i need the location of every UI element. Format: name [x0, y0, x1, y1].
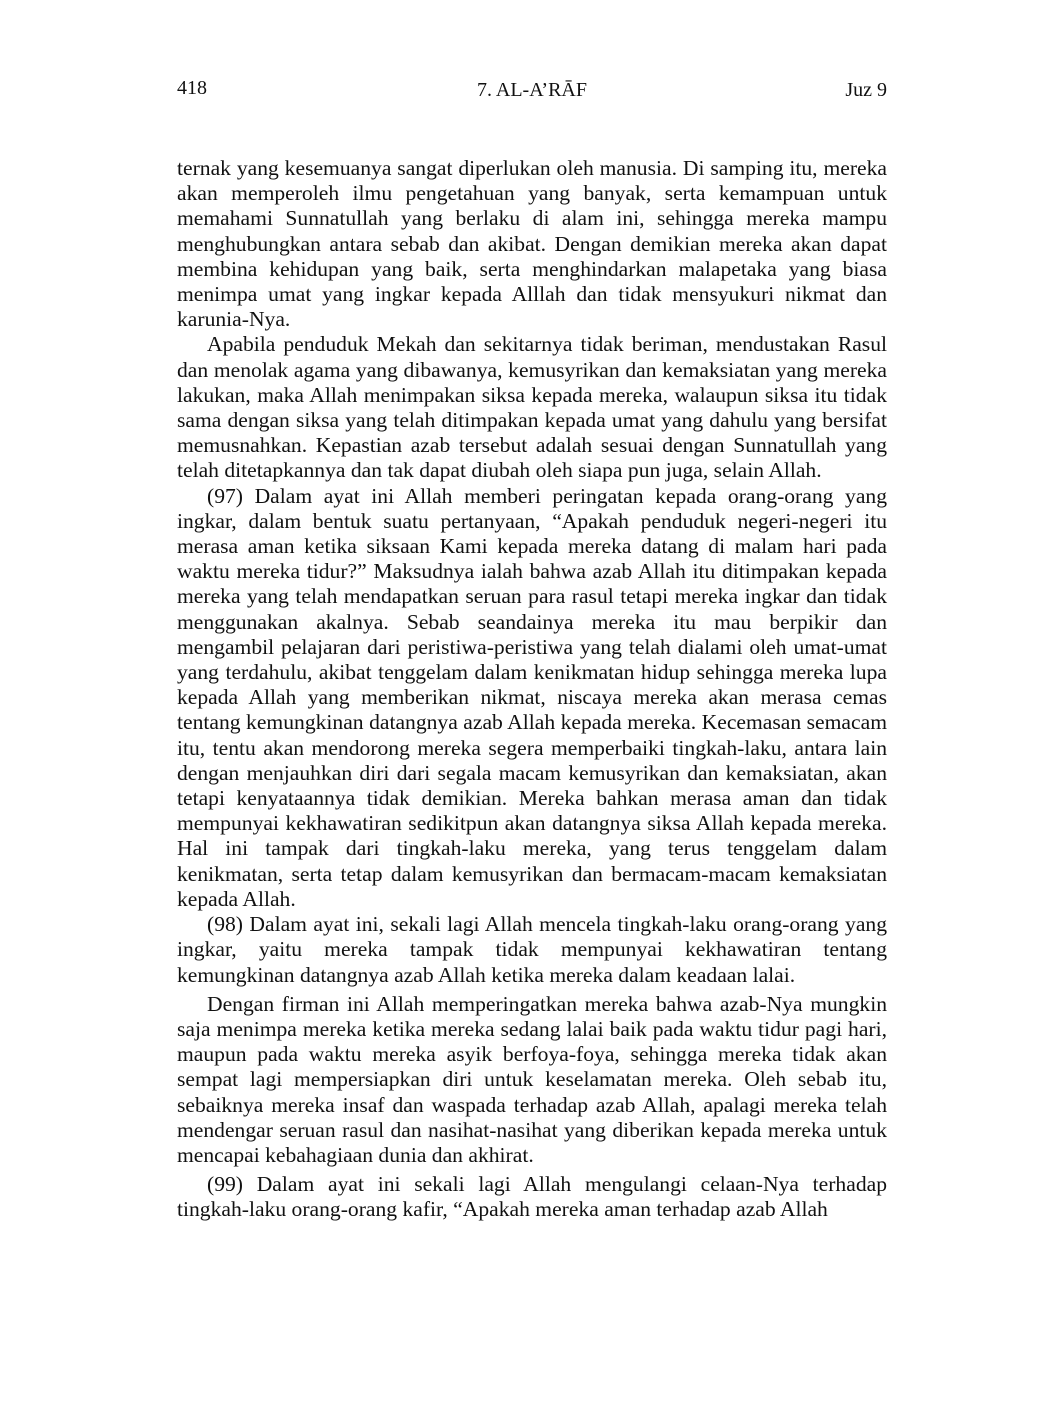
book-page [177, 0, 887, 1417]
paragraph: Apabila penduduk Mekah dan sekitarnya tidak beriman, mendustakan Rasul dan menolak agama yang dibawanya, kemusyrikan dan kemaksiatan yang mereka lakukan, maka Allah menimpakan siksa kepada mereka, walaupun siksa itu tidak sama dengan siksa yang telah ditimpakan kepada umat yang dahulu yang bersifat memusnahkan. Kepastian azab tersebut adalah sesuai dengan Sunnatullah yang telah ditetapkannya dan tak dapat diubah oleh siapa pun juga, selain Allah. [177, 332, 887, 483]
chapter-title: 7. AL-A’RĀF [476, 79, 587, 101]
paragraph: (98) Dalam ayat ini, sekali lagi Allah mencela tingkah-laku orang-orang yang ingkar, yaitu mereka tampak tidak mempunyai kekhawatiran tentang kemungkinan datangnya azab Allah ketika mereka dalam keadaan lalai. [177, 912, 887, 987]
page-number: 418 [177, 77, 207, 99]
paragraph: Dengan firman ini Allah memperingatkan mereka bahwa azab-Nya mungkin saja menimpa mereka ketika mereka sedang lalai baik pada waktu tidur pagi hari, maupun pada waktu mereka asyik berfoya-foya, sehingga mereka tidak akan sempat lagi mempersiapkan diri untuk keselamatan mereka. Oleh sebab itu, sebaiknya mereka insaf dan waspada terhadap azab Allah, apalagi mereka telah mendengar seruan rasul dan nasihat-nasihat yang diberikan kepada mereka untuk mencapai kebahagiaan dunia dan akhirat. [177, 991, 887, 1167]
paragraph: ternak yang kesemuanya sangat diperlukan oleh manusia. Di samping itu, mereka akan memperoleh ilmu pengetahuan yang banyak, serta kemampuan untuk memahami Sunnatullah yang berlaku di alam ini, sehingga mereka mampu menghubungkan antara sebab dan akibat. Dengan demikian mereka akan dapat membina kehidupan yang baik, serta menghindarkan malapetaka yang biasa menimpa umat yang ingkar kepada Alllah dan tidak mensyukuri nikmat dan karunia-Nya. [177, 156, 887, 332]
page-header [177, 76, 887, 104]
juz-label: Juz 9 [845, 79, 887, 101]
paragraph: (99) Dalam ayat ini sekali lagi Allah mengulangi celaan-Nya terhadap tingkah-laku orang-orang kafir, “Apakah mereka aman terhadap azab Allah [177, 1172, 887, 1222]
page-body [177, 156, 887, 1223]
paragraph: (97) Dalam ayat ini Allah memberi peringatan kepada orang-orang yang ingkar, dalam bentuk suatu pertanyaan, “Apakah penduduk negeri-negeri itu merasa aman ketika siksaan Kami kepada mereka datang di malam hari pada waktu mereka tidur?” Maksudnya ialah bahwa azab Allah itu ditimpakan kepada mereka yang telah mendapatkan seruan para rasul tetapi mereka ingkar dan tidak menggunakan akalnya. Sebab seandainya mereka itu mau berpikir dan mengambil pelajaran dari peristiwa-peristiwa yang telah dialami oleh umat-umat yang terdahulu, akibat tenggelam dalam kenikmatan hidup sehingga mereka lupa kepada Allah yang memberikan nikmat, niscaya mereka akan merasa cemas tentang kemungkinan datangnya azab Allah kepada mereka. Kecemasan semacam itu, tentu akan mendorong mereka segera memperbaiki tingkah-laku, antara lain dengan menjauhkan diri dari segala macam kemusyrikan dan kemaksiatan, akan tetapi kenyataannya tidak demikian. Mereka bahkan merasa aman dan tidak mempunyai kekhawatiran sedikitpun akan datangnya siksa Allah kepada mereka. Hal ini tampak dari tingkah-laku mereka, yang terus tenggelam dalam kenikmatan, serta tetap dalam kemusyrikan dan bermacam-macam kemaksiatan kepada Allah. [177, 483, 887, 911]
